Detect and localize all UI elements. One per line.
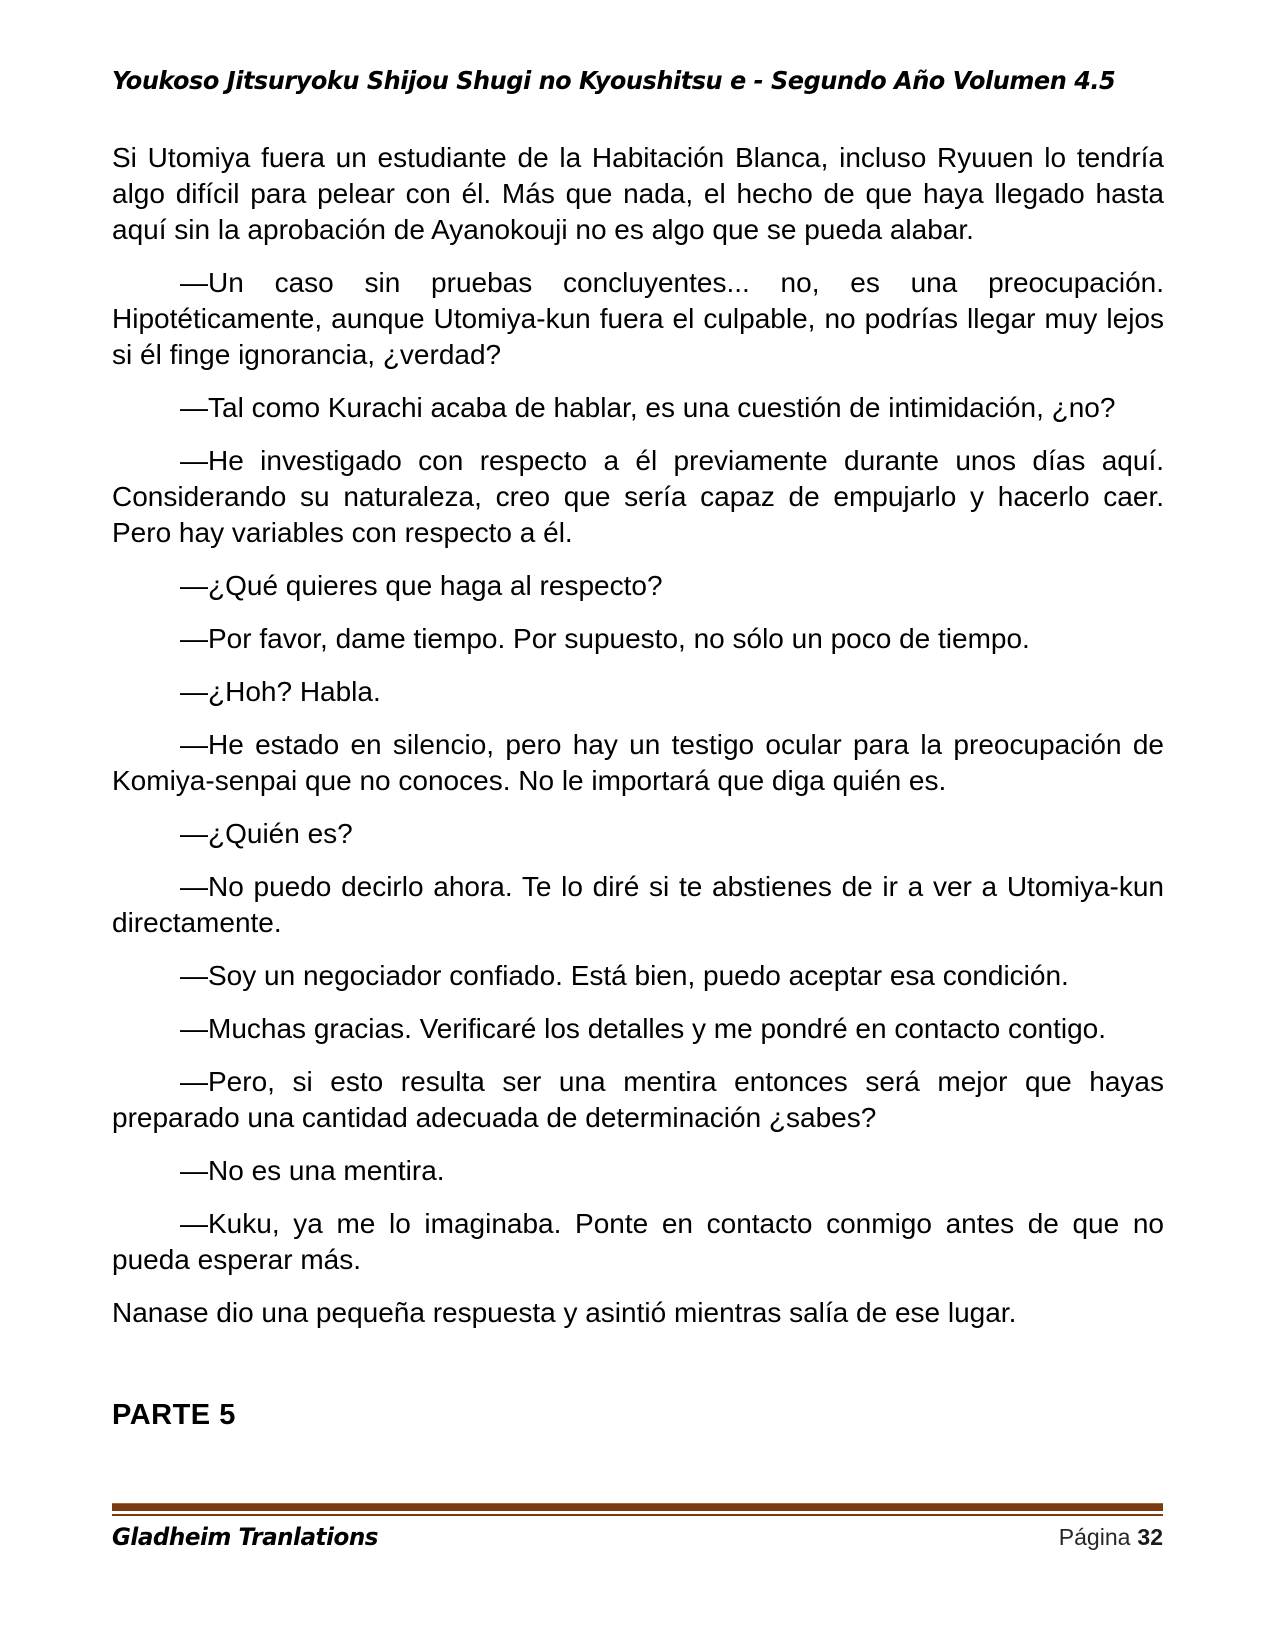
page-number [1059,1524,1163,1551]
paragraph-dialogue: —¿Hoh? Habla. [180,676,381,707]
page-number-label: Página [1058,1524,1131,1550]
paragraph-dialogue: —Por favor, dame tiempo. Por supuesto, no sólo un poco de tiempo. [180,623,1030,654]
paragraph-dialogue: —No es una mentira. [180,1155,445,1186]
paragraph-dialogue: —¿Quién es? [180,818,353,849]
paragraph-dialogue: —Kuku, ya me lo imaginaba. Ponte en contacto conmigo antes de que no pueda esperar más. [112,1208,1164,1275]
paragraph-narration: Nanase dio una pequeña respuesta y asintió mientras salía de ese lugar. [112,1297,1017,1328]
body-text [112,140,1164,1433]
paragraph-dialogue: —¿Qué quieres que haga al respecto? [180,570,663,601]
paragraph-narration: Si Utomiya fuera un estudiante de la Habitación Blanca, incluso Ryuuen lo tendría algo difícil para pelear con él. Más que nada, el hecho de que haya llegado hasta aquí sin la aprobación de Ayanokouji no es algo que se pueda alabar. [112,142,1164,245]
paragraph-dialogue: —Un caso sin pruebas concluyentes... no, es una preocupación. Hipotéticamente, aunque Utomiya-kun fuera el culpable, no podrías llegar muy lejos si él finge ignorancia, ¿verdad? [112,267,1164,370]
paragraph-dialogue: —No puedo decirlo ahora. Te lo diré si te abstienes de ir a ver a Utomiya-kun directamente. [112,871,1164,938]
footer-rule-thin [112,1511,1163,1516]
footer-row [112,1523,1163,1551]
page-header-title: Youkoso Jitsuryoku Shijou Shugi no Kyoushitsu e - Segundo Año Volumen 4.5 [112,66,1116,95]
paragraph-dialogue: —He estado en silencio, pero hay un testigo ocular para la preocupación de Komiya-senpai que no conoces. No le importará que diga quién es. [112,729,1164,796]
section-heading: PARTE 5 [112,1399,236,1431]
paragraph-dialogue: —Soy un negociador confiado. Está bien, puedo aceptar esa condición. [180,960,1069,991]
footer-rule-thick [112,1503,1163,1511]
paragraph-dialogue: —Pero, si esto resulta ser una mentira entonces será mejor que hayas preparado una cantidad adecuada de determinación ¿sabes? [112,1066,1164,1133]
paragraph-dialogue: —He investigado con respecto a él previamente durante unos días aquí. Considerando su naturaleza, creo que sería capaz de empujarlo y hacerlo caer. Pero hay variables con respecto a él. [112,445,1164,548]
page-footer [112,1503,1163,1551]
paragraph-dialogue: —Tal como Kurachi acaba de hablar, es una cuestión de intimidación, ¿no? [180,392,1116,423]
translator-credit: Gladheim Tranlations [112,1523,379,1551]
page-number-value: 32 [1137,1524,1163,1550]
paragraph-dialogue: —Muchas gracias. Verificaré los detalles y me pondré en contacto contigo. [180,1013,1107,1044]
page-header [112,66,1163,95]
